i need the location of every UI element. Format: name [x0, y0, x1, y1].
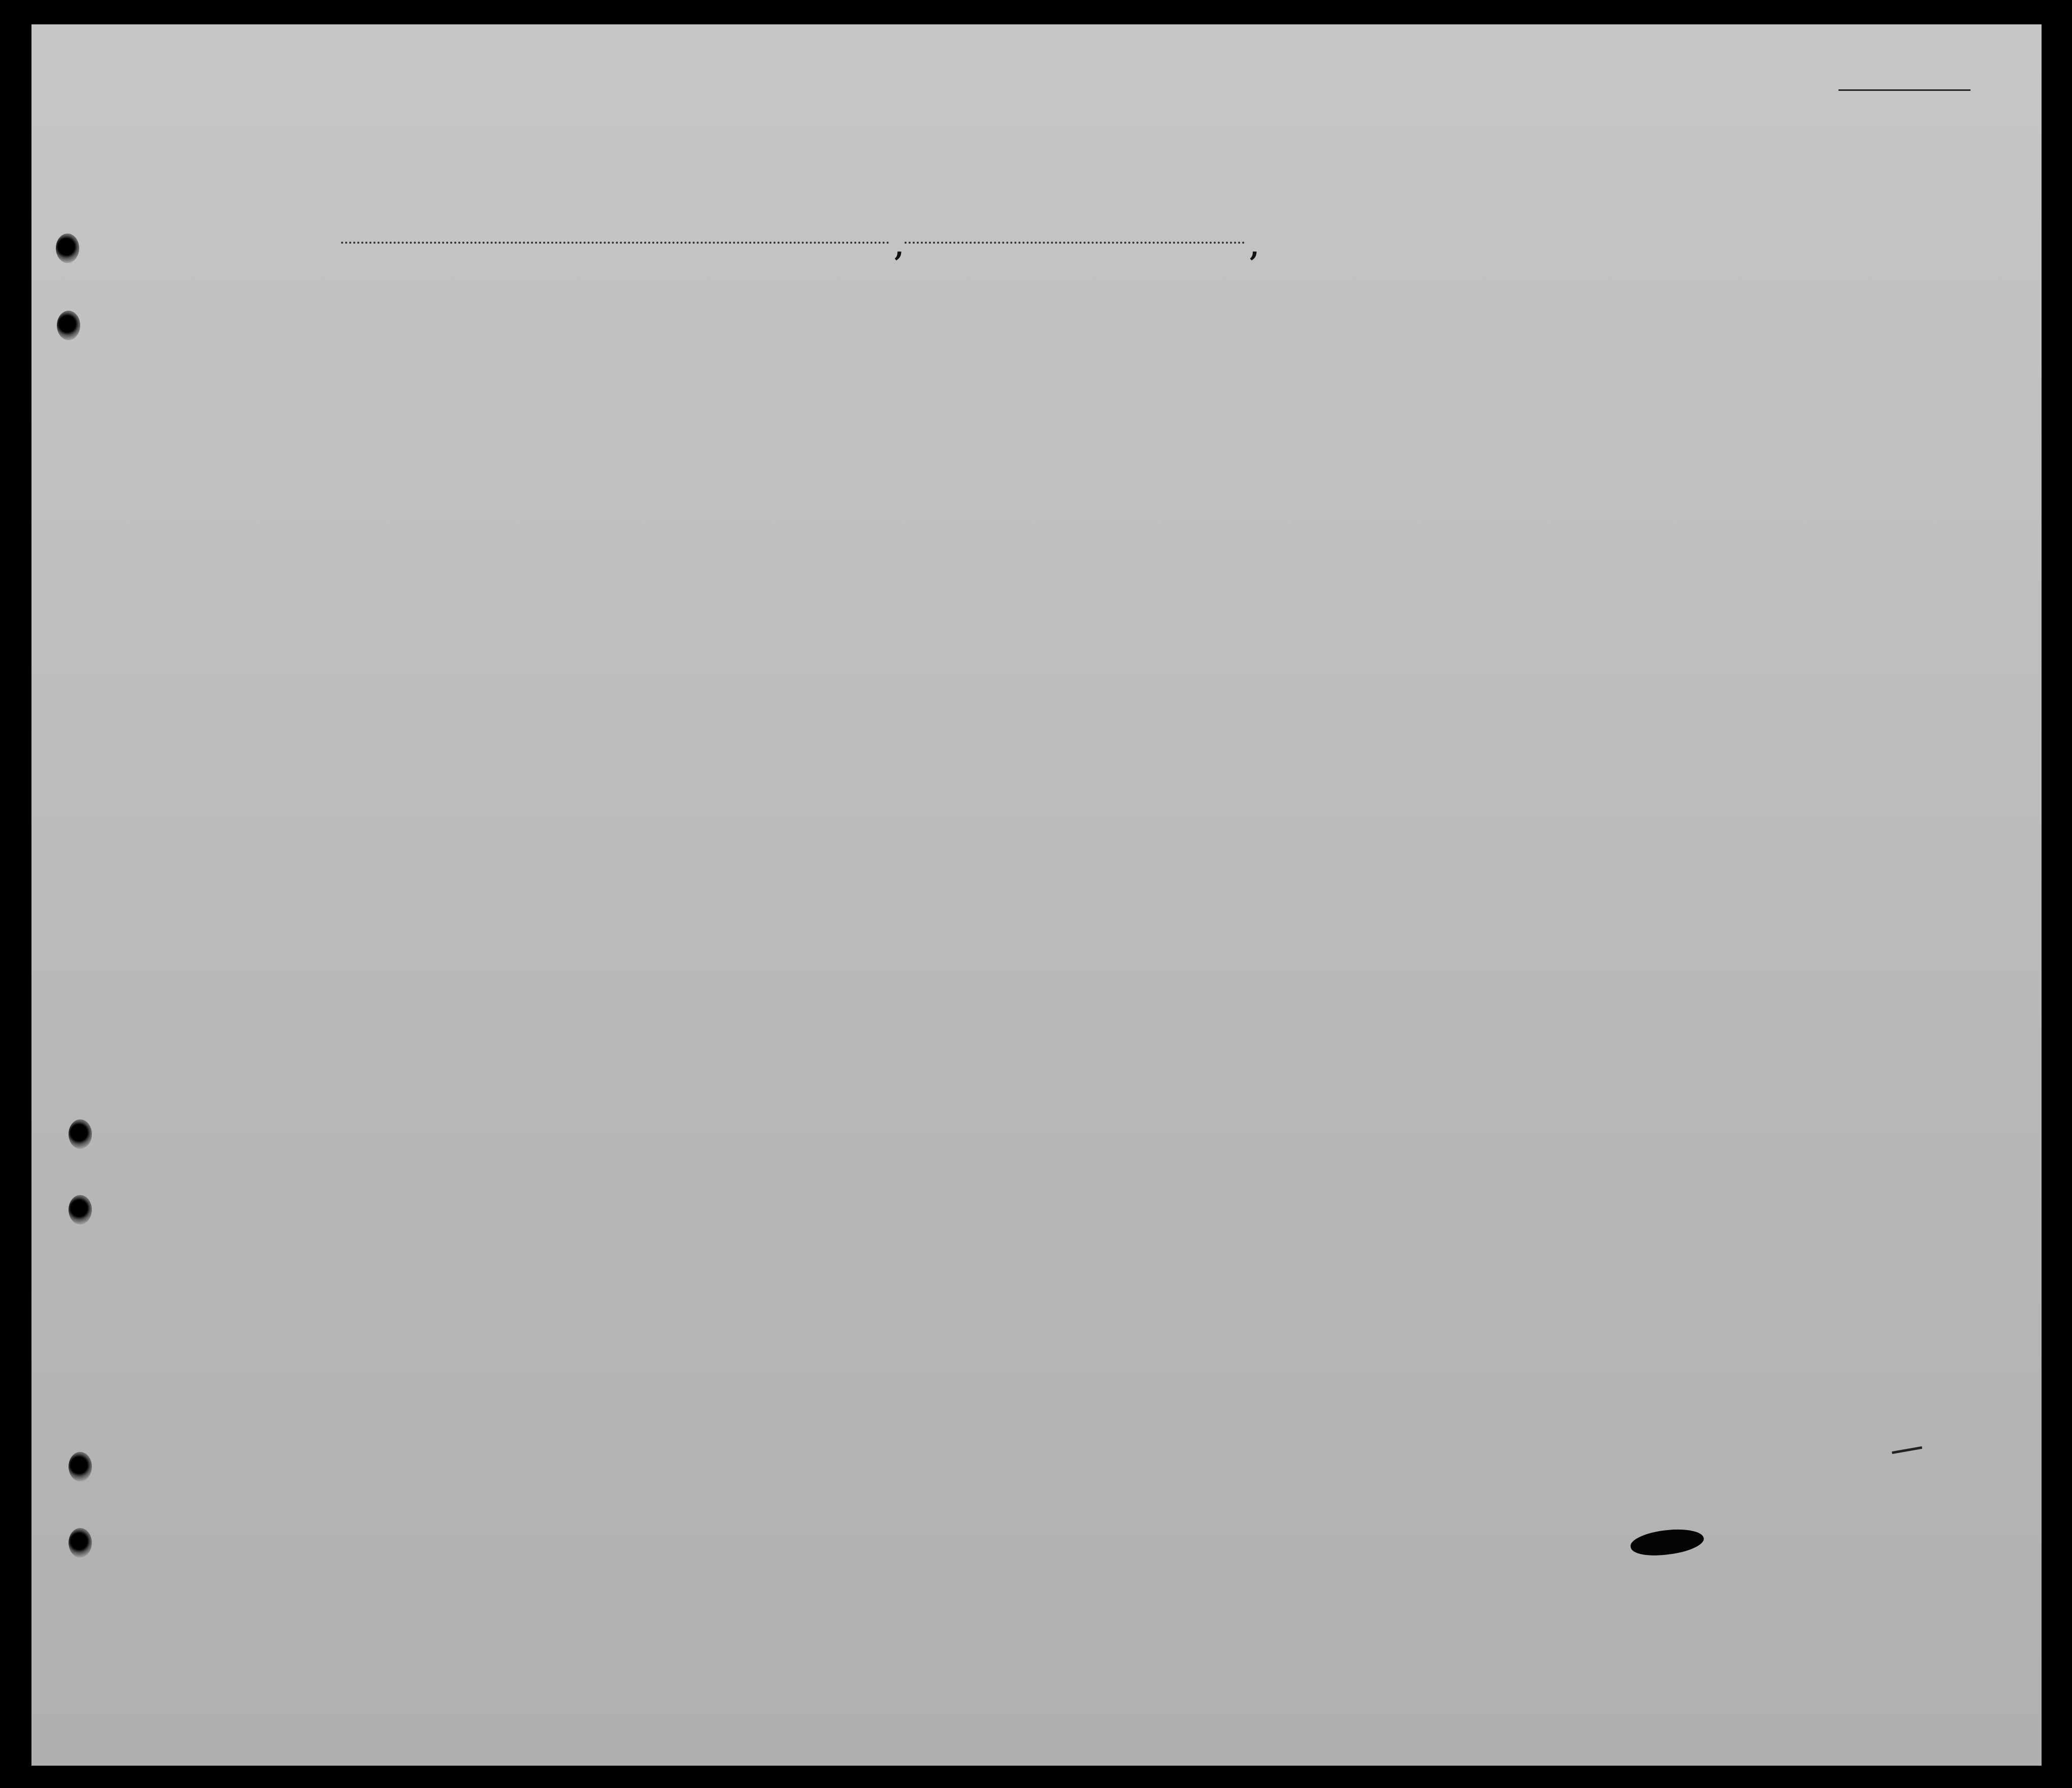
binder-hole [69, 1195, 92, 1224]
binder-hole [69, 1119, 92, 1149]
binder-hole [69, 1452, 92, 1481]
comma: , [894, 230, 904, 262]
binder-hole [56, 234, 79, 263]
binder-hole [69, 1528, 92, 1558]
manifest-table [31, 24, 2042, 1766]
comma: , [1250, 230, 1259, 262]
binder-hole [57, 311, 80, 340]
manifest-sheet [31, 24, 2042, 1766]
